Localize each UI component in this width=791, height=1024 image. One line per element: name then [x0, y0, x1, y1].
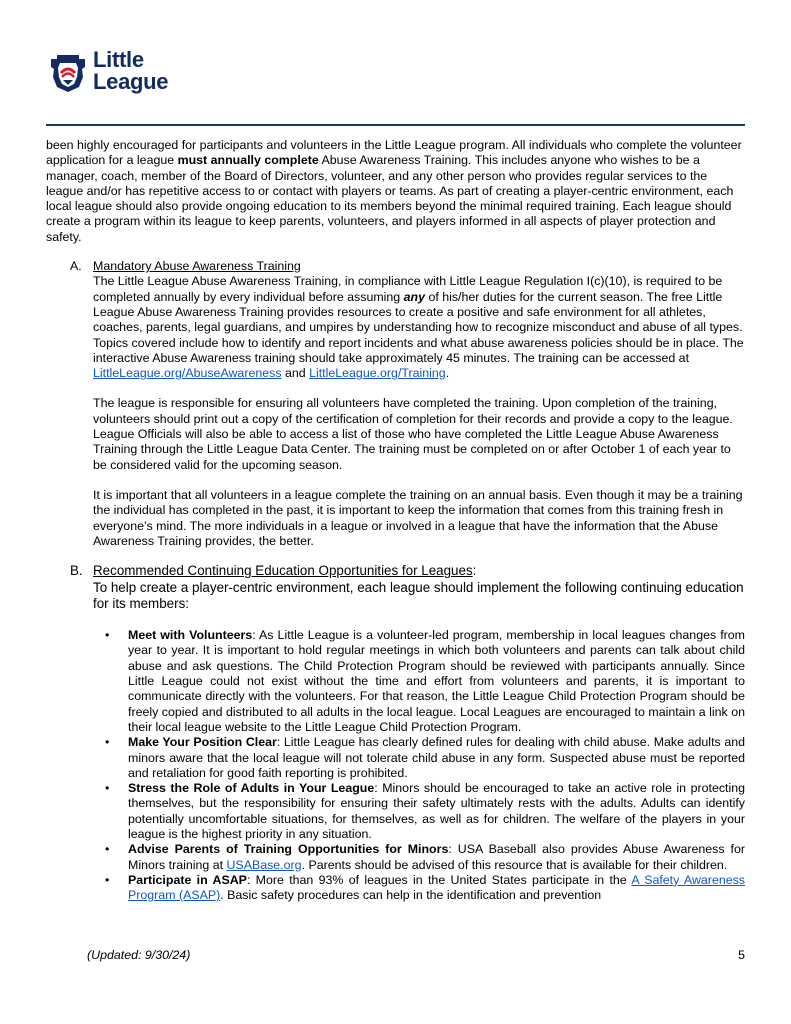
section-a	[46, 259, 745, 549]
section-b-letter: B.	[70, 563, 83, 579]
section-b-heading-line	[93, 563, 745, 579]
section-a-p1-text: The Little League Abuse Awareness Training, in compliance with Little League Regulation I(c)(10), is required to be completed annually by every individual before assuming	[93, 274, 723, 304]
section-a-paragraph-3: It is important that all volunteers in a league complete the training on an annual basis. Even though it may be a training the individual has completed in the past, it is important to keep the information that comes from this training fresh in everyone’s mind. The more individuals in a league or involved in a league that have the information that the Abuse Awareness Training provides, the better.	[93, 487, 743, 548]
section-a-paragraph-1	[93, 274, 745, 381]
abuse-awareness-link[interactable]: LittleLeague.org/AbuseAwareness	[93, 366, 282, 381]
bullet-text: : USA Baseball also provides Abuse Awareness for Minors training at	[128, 842, 745, 872]
bullet-title: Participate in ASAP	[128, 872, 247, 887]
usabase-link[interactable]: USABase.org	[226, 857, 302, 872]
section-a-letter: A.	[70, 259, 82, 274]
list-item	[105, 781, 746, 842]
list-item	[105, 735, 745, 781]
header-divider	[46, 124, 745, 126]
keystone-logo-icon	[49, 53, 87, 93]
bullet-icon: •	[105, 781, 110, 796]
training-link[interactable]: LittleLeague.org/Training	[309, 366, 446, 381]
section-a-p1-and: and	[281, 366, 310, 381]
page-number: 5	[738, 948, 745, 962]
section-b	[46, 563, 745, 903]
bullet-text-2: . Basic safety procedures can help in the identification and prevention	[220, 888, 602, 903]
intro-bold: must annually complete	[177, 153, 319, 168]
section-a-heading: Mandatory Abuse Awareness Training	[93, 259, 301, 274]
logo-line-2: League	[93, 69, 169, 94]
bullet-icon: •	[105, 842, 110, 857]
intro-text-2: Abuse Awareness Training. This includes anyone who wishes to be a manager, coach, member of the Board of Directors, volunteer, and any other person who provides regular services to the league and/or has repetitive access to or contact with players or teams. As part of creating a player-centric environment, each local league should also provide ongoing education to its members beyond the minimal required training. Each league should create a program within its league to keep parents, volunteers, and players informed in all aspects of player protection and safety.	[46, 153, 734, 244]
intro-paragraph	[46, 138, 745, 245]
bullet-icon: •	[105, 872, 110, 887]
section-b-heading: Recommended Continuing Education Opportunities for Leagues	[93, 563, 473, 579]
section-a-p1-text-2: of his/her duties for the current season. The free Little League Abuse Awareness Training provides resources to create a positive and safe environment for all athletes, coaches, parents, legal guardians, and umpires by understanding how to recognize misconduct and abuse of all types. Topics covered include how to identify and report incidents and what abuse awareness policies should be in place. The interactive Abuse Awareness training should take approximately 45 minutes. The training can be accessed at	[93, 289, 744, 365]
bullet-icon: •	[105, 735, 110, 750]
bullet-title: Meet with Volunteers	[128, 628, 253, 643]
section-a-p1-emphasis: any	[403, 289, 425, 304]
list-item	[105, 842, 745, 873]
section-b-colon: :	[472, 563, 477, 579]
bullet-text: : Minors should be encouraged to take an active role in protecting themselves, but the responsibility for ensuring their safety ultimately rests with the adults. Adults can identify potentially uncomfortable situations, for themselves, as well as for children. The welfare of the players in your league is the highest priority in any situation.	[128, 781, 746, 841]
education-list	[93, 628, 745, 903]
document-body	[46, 138, 745, 903]
bullet-title: Advise Parents of Training Opportunities for Minors	[128, 842, 449, 857]
list-item	[105, 872, 746, 904]
intro-text-1: been highly encouraged for participants and volunteers in the Little League program. All individuals who complete the volunteer application for a league	[46, 138, 742, 168]
bullet-text-2: . Parents should be advised of this resource that is available for their children.	[301, 857, 728, 872]
bullet-title: Make Your Position Clear	[128, 735, 277, 750]
section-a-paragraph-2: The league is responsible for ensuring all volunteers have completed the training. Upon completion of the training, volunteers should print out a copy of the certification of completion for their records and provide a copy to the league. League Officials will also be able to access a list of those who have completed the Little League Abuse Awareness Training through the Little League Data Center. The training must be completed on or after October 1 of each year to be considered valid for the upcoming season.	[93, 396, 733, 472]
bullet-text: : As Little League is a volunteer-led program, membership in local leagues changes from year to year. It is important to hold regular meetings in which both volunteers and parents can talk about child abuse and ask questions. The Child Protection Program should be reviewed with participants annually. Since Little League could not exist without the time and effort from volunteers and parents, it is important to communicate directly with the volunteers. For that reason, the Little League Child Protection Program should be freely copied and distributed to all adults in the local league. Local Leagues are encouraged to maintain a link on their local league website to the Little League Child Protection Program.	[128, 628, 746, 734]
list-item	[105, 628, 746, 735]
section-a-p1-end: .	[445, 366, 450, 381]
logo-wordmark	[93, 49, 168, 93]
bullet-text: : More than 93% of leagues in the United States participate in the	[246, 872, 632, 887]
bullet-title: Stress the Role of Adults in Your League	[128, 781, 375, 796]
section-b-intro: To help create a player-centric environment, each league should implement the following continuing education for its members:	[93, 580, 744, 612]
asap-link[interactable]: A Safety Awareness Program (ASAP)	[128, 872, 746, 903]
bullet-icon: •	[105, 628, 110, 643]
logo-line-1: Little	[93, 47, 144, 72]
little-league-logo	[49, 49, 189, 101]
bullet-text: : Little League has clearly defined rules for dealing with child abuse. Make adults and minors aware that the local league will not tolerate child abuse in any form. Suspected abuse must be reported and retaliation for good faith reporting is prohibited.	[128, 735, 745, 780]
footer-updated-date: (Updated: 9/30/24)	[87, 948, 191, 962]
